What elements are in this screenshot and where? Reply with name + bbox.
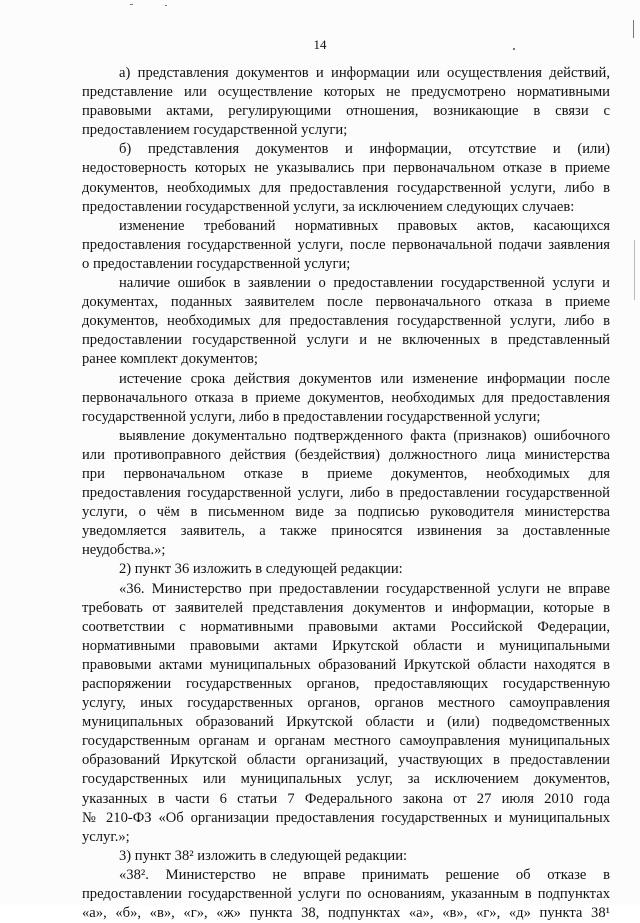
text-line: уведомляется заявитель, а также приносятся извинения за доставленные [82,523,610,540]
text-line: предоставлении государственной услуги, за исключением следующих случаев: [82,198,575,215]
text-line: предоставления государственной услуги, либо в предоставлении государственной [82,485,610,502]
text-line: соответствии с нормативными правовыми актами Российской Федерации, [82,618,610,635]
text-line: представление или осуществление которых не предусмотрено нормативными [82,84,610,101]
text-line: ранее комплект документов; [82,351,258,368]
text-line: муниципальных образований Иркутской области и (или) подведомственных [82,714,610,731]
text-line: распоряжении государственных органов, предоставляющих государственную [82,676,610,692]
text-line: образований Иркутской области организаций, участвующих в предоставлении [82,752,610,769]
text-line: б) представления документов и информации, отсутствие и (или) [119,141,610,158]
text-line: услугу, иных государственных органов, органов местного самоуправления [82,695,610,712]
text-line: услуги, о чём в письменном виде за подписью руководителя министерства [82,504,610,521]
text-line: правовыми актами, регулирующими отношения, возникающие в связи с [82,103,610,120]
text-line: услуг.»; [82,828,130,845]
scan-speck [165,5,167,6]
text-line: 2) пункт 36 изложить в следующей редакции: [119,561,403,578]
scan-speck [633,20,634,38]
scan-speck [513,48,515,50]
body-text [82,64,610,923]
text-line: предоставлении государственной услуги по основаниям, указанным в подпунктах [82,886,610,903]
text-line: документов, необходимых для предоставления государственной услуги, либо в [82,179,610,196]
text-line: «а», «б», «в», «г», «ж» пункта 38, подпунктах «а», «в», «г», «д» пункта 38¹ [82,905,610,922]
scan-speck [130,4,133,5]
text-line: предоставления государственной услуги, после первоначальной подачи заявления [82,236,610,253]
text-line: № 210-ФЗ «Об организации предоставления государственных и муниципальных [82,809,610,826]
text-line: о предоставлении государственной услуги; [82,255,351,272]
text-line: «36. Министерство при предоставлении государственной услуги не вправе [119,580,610,597]
text-line: «38². Министерство не вправе принимать решение об отказе в [119,866,610,883]
text-line: нормативными правовыми актами Иркутской области и муниципальными [82,637,610,654]
text-line: недостоверность которых не указывались при первоначальном отказе в приеме [82,160,610,177]
text-line: государственной услуги, либо в предоставлении государственной услуги; [82,408,541,425]
text-line: неудобства.»; [82,542,166,559]
text-line: государственных или муниципальных услуг, за исключением документов, [82,771,610,788]
scan-speck [634,240,635,300]
text-line: истечение срока действия документов или изменение информации после [119,370,610,387]
text-line: предоставлением государственной услуги; [82,122,348,139]
text-line: при первоначальном отказе в приеме документов, необходимых для [82,465,610,482]
text-line: выявление документально подтвержденного факта (признаков) ошибочного [119,427,610,444]
text-line: указанных в части 6 статьи 7 Федерального закона от 27 июля 2010 года [82,790,610,807]
text-line: государственным органам и органам местного самоуправления муниципальных [82,733,610,750]
text-line: правовыми актами муниципальных образований Иркутской области находятся в [82,656,610,673]
text-line: документах, поданных заявителем после первоначального отказа в приеме [82,294,610,311]
text-line: наличие ошибок в заявлении о предоставлении государственной услуги и [119,275,610,292]
text-line: требовать от заявителей представления документов и информации, которые в [82,599,610,616]
text-line: 3) пункт 38² изложить в следующей редакции: [119,847,408,864]
text-line: изменение требований нормативных правовых актов, касающихся [119,217,610,234]
text-line: документов, необходимых для предоставления государственной услуги, либо в [82,313,610,330]
text-line: предоставлении государственной услуги и не включенных в представленный [82,332,610,349]
text-line: первоначального отказа в приеме документов, необходимых для предоставления [82,389,610,406]
text-line: или противоправного действия (бездействия) должностного лица министерства [82,446,610,463]
text-line: а) представления документов и информации или осуществления действий, [119,65,610,81]
page-number: 14 [313,37,327,52]
